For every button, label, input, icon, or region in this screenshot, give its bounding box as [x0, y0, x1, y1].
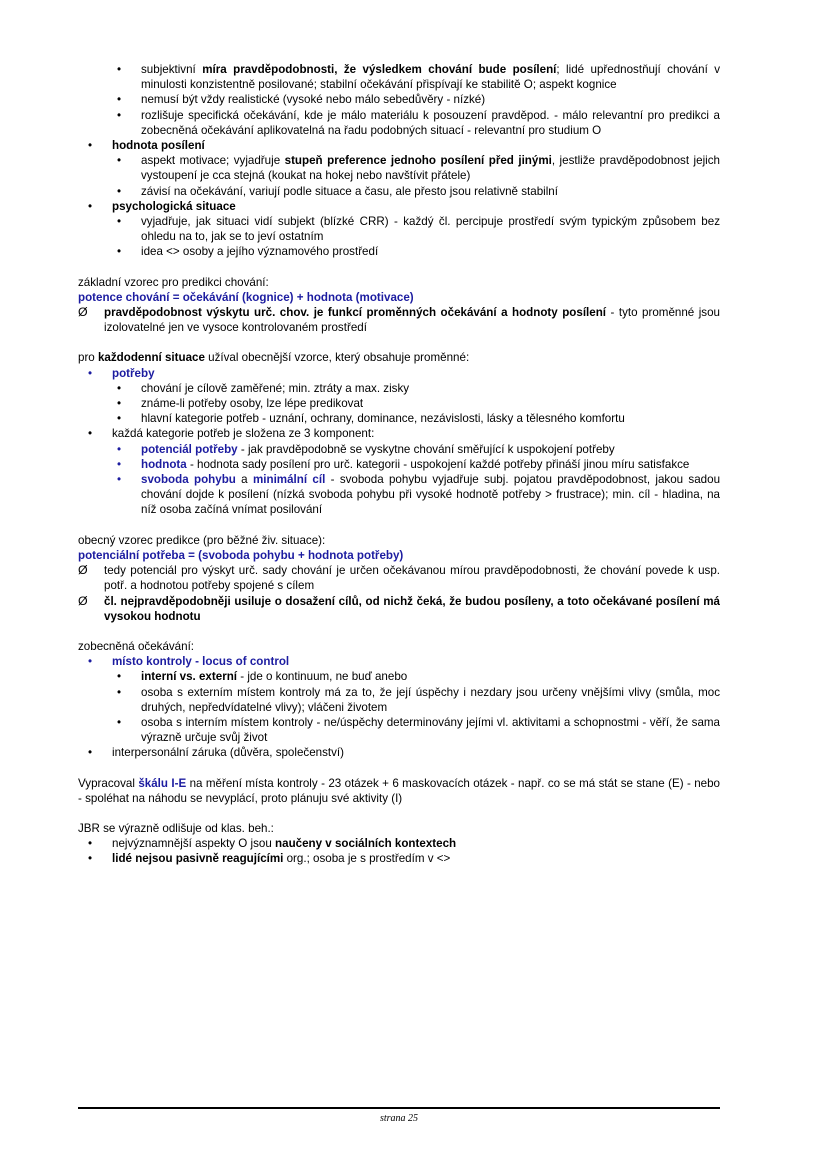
list-item	[78, 851, 720, 866]
paragraph-everyday-situations: pro každodenní situace užíval obecnější vzorce, který obsahuje proměnné:	[78, 351, 470, 365]
bullet-dot-icon: •	[117, 245, 122, 259]
bullet-dot-icon: •	[117, 457, 122, 471]
list-item	[78, 715, 720, 745]
list-components-heading	[78, 426, 720, 441]
list-item-text: idea <> osoby a jejího významového prostředí	[141, 245, 379, 259]
list-item	[78, 214, 720, 244]
bullet-dot-icon: •	[117, 715, 122, 729]
section-heading-text: hodnota posílení	[112, 139, 205, 153]
list-item-text: aspekt motivace; vyjadřuje stupeň preference jednoho posílení před jinými, jestliže pravděpodobnost jejich vystoupení je cca stejná (koukat na hokej nebo navštívit přátele)	[141, 154, 720, 183]
list-item	[78, 654, 720, 669]
list-item	[78, 669, 720, 684]
formula-behavior-potential: potence chování = očekávání (kognice) + hodnota (motivace)	[78, 290, 414, 304]
list-item	[78, 457, 720, 472]
list-item	[78, 366, 720, 381]
bullet-dot-icon: •	[88, 746, 93, 760]
page-number-label: strana 25	[379, 1113, 419, 1124]
list-item	[78, 244, 720, 259]
list-item-text: interní vs. externí - jde o kontinuum, ne buď anebo	[141, 670, 408, 684]
bullet-dot-icon: •	[117, 685, 122, 699]
list-item-text: subjektivní míra pravděpodobnosti, že výsledkem chování bude posílení; lidé upřednostňují chování v minulosti konzistentně posilované; stabilní očekávání přispívají ke stabilitě O; aspekt kognice	[141, 63, 721, 92]
bullet-dot-icon: •	[117, 215, 122, 229]
list-item	[78, 138, 720, 153]
list-psych-situation-heading	[78, 199, 720, 214]
bullet-dot-icon: •	[117, 412, 122, 426]
bullet-dot-icon: •	[117, 442, 122, 456]
list-item	[78, 745, 720, 760]
list-item	[78, 411, 720, 426]
list-item-text: nejvýznamnější aspekty O jsou naučeny v sociálních kontextech	[112, 837, 457, 851]
list-locus-of-control-heading	[78, 654, 720, 669]
spacer	[78, 335, 720, 350]
list-item-text: chování je cílově zaměřené; min. ztráty a max. zisky	[141, 381, 410, 395]
list-item-text: hodnota - hodnota sady posílení pro urč. kategorii - uspokojení každé potřeby přináší jinou míru satisfakce	[141, 457, 690, 471]
bullet-dot-icon: •	[117, 670, 122, 684]
section-heading-text: každá kategorie potřeb je složena ze 3 komponent:	[112, 427, 375, 441]
list-item-text: hlavní kategorie potřeb - uznání, ochrany, dominance, nezávislosti, lásky a tělesného komfortu	[141, 412, 625, 426]
bullet-dot-icon: •	[88, 837, 93, 851]
arrow-marker-icon: Ø	[78, 305, 88, 320]
bullet-dot-icon: •	[88, 366, 93, 380]
bullet-dot-icon: •	[88, 139, 93, 153]
list-item	[78, 381, 720, 396]
list-item	[78, 184, 720, 199]
list-item-text: tedy potenciál pro výskyt urč. sady chování je určen očekávanou mírou pravděpodobnosti, že chování povede k usp. potř. a hodnotou potřeby spojené s cílem	[104, 564, 720, 593]
section-heading-text: potřeby	[112, 366, 155, 380]
list-reinforcement-value-heading	[78, 138, 720, 153]
list-item-text: závisí na očekávání, variují podle situace a času, ale přesto jsou relativně stabilní	[141, 184, 558, 198]
list-jbr-differences	[78, 836, 720, 866]
list-item-text: osoba s externím místem kontroly má za to, že její úspěchy i nezdary jsou určeny vnějšími vlivy (smůla, moc druhých, nepředvídatelné vlivy); vláčeni životem	[141, 685, 720, 714]
spacer	[78, 806, 720, 821]
bullet-dot-icon: •	[117, 473, 122, 487]
list-needs-heading	[78, 366, 720, 381]
spacer	[78, 761, 720, 776]
document-page	[78, 0, 720, 1170]
bullet-dot-icon: •	[117, 184, 122, 198]
list-item	[78, 836, 720, 851]
paragraph-ie-scale: Vypracoval škálu I-E na měření místa kontroly - 23 otázek + 6 maskovacích otázek - např. co se má stát se stane (E) - nebo - spoléhat na náhodu se nevyplácí, proto plánuju své aktivity (I)	[78, 776, 720, 805]
bullet-dot-icon: •	[117, 154, 122, 168]
bullet-dot-icon: •	[88, 427, 93, 441]
section-heading-text: psychologická situace	[112, 199, 236, 213]
formula-need-potential: potenciální potřeba = (svoboda pohybu + hodnota potřeby)	[78, 548, 404, 562]
list-item	[78, 685, 720, 715]
list-item	[78, 563, 720, 593]
bullet-dot-icon: •	[117, 397, 122, 411]
list-item	[78, 396, 720, 411]
page-footer	[78, 1107, 720, 1124]
list-item-text: nemusí být vždy realistické (vysoké nebo málo sebedůvěry - nízké)	[141, 93, 486, 107]
list-item-text: známe-li potřeby osoby, lze lépe predikovat	[141, 397, 364, 411]
spacer	[78, 518, 720, 533]
paragraph-jbr-intro: JBR se výrazně odlišuje od klas. beh.:	[78, 821, 274, 835]
bullet-dot-icon: •	[88, 852, 93, 866]
list-item	[78, 108, 720, 138]
bullet-dot-icon: •	[88, 655, 93, 669]
spacer	[78, 260, 720, 275]
list-item-text: svoboda pohybu a minimální cíl - svoboda pohybu vyjadřuje subj. pojatou pravděpodobnost, jakou sadou chování dojde k posílení (nízká svoboda pohybu při vysoké hodnotě potřeby > frustrace); min. cíl - hladina, na níž osoba začíná vnímat posilování	[141, 473, 721, 517]
list-item-text: čl. nejpravděpodobněji usiluje o dosažení cílů, od nichž čeká, že budou posíleny, a toto očekávané posílení má vysokou hodnotu	[104, 594, 720, 623]
list-psych-situation-details	[78, 214, 720, 260]
list-item-text: potenciál potřeby - jak pravděpodobně se vyskytne chování směřující k uspokojení potřeby	[141, 442, 615, 456]
list-general-formula-notes	[78, 563, 720, 624]
list-reinforcement-value-details	[78, 153, 720, 199]
list-item	[78, 594, 720, 624]
paragraph-general-formula-intro: obecný vzorec predikce (pro běžné živ. situace):	[78, 533, 326, 547]
bullet-dot-icon: •	[117, 381, 122, 395]
list-item	[78, 153, 720, 183]
list-interpersonal-trust	[78, 745, 720, 760]
bullet-dot-icon: •	[117, 108, 122, 122]
list-expectancy-details	[78, 62, 720, 138]
arrow-marker-icon: Ø	[78, 563, 88, 578]
list-needs-details	[78, 381, 720, 427]
list-locus-of-control-details	[78, 669, 720, 745]
list-item-text: lidé nejsou pasivně reagujícími org.; osoba je s prostředím v <>	[112, 852, 451, 866]
paragraph-generalized-expectancies: zobecněná očekávání:	[78, 639, 195, 653]
list-item-text: rozlišuje specifická očekávání, kde je málo materiálu k posouzení pravděpod. - málo relevantní pro predikci a zobecněná očekávání aplikovatelná na řadu podobných situací - relevantní pro studium O	[141, 108, 720, 137]
list-probability-note	[78, 305, 720, 335]
list-item	[78, 472, 720, 518]
arrow-marker-icon: Ø	[78, 593, 88, 608]
list-item	[78, 426, 720, 441]
list-item	[78, 305, 720, 335]
list-item	[78, 199, 720, 214]
list-item-text: interpersonální záruka (důvěra, společenství)	[112, 746, 344, 760]
list-item	[78, 62, 720, 92]
list-item	[78, 92, 720, 107]
list-item-text: osoba s interním místem kontroly - ne/úspěchy determinovány jejími vl. aktivitami a schopnostmi - věří, že sama výrazně určuje svůj život	[141, 715, 720, 745]
paragraph-basic-formula-intro: základní vzorec pro predikci chování:	[78, 275, 269, 289]
bullet-dot-icon: •	[88, 199, 93, 213]
list-item-text: vyjadřuje, jak situaci vidí subjekt (blízké CRR) - každý čl. percipuje prostředí svým typickým způsobem bez ohledu na to, jak se to jeví ostatním	[141, 215, 720, 244]
document-body	[78, 0, 720, 867]
bullet-dot-icon: •	[117, 93, 122, 107]
list-item-text: pravděpodobnost výskytu urč. chov. je funkcí proměnných očekávání a hodnoty posílení - tyto proměnné jsou izolovatelné jen ve vysoce kontrolovaném prostředí	[104, 306, 720, 335]
bullet-dot-icon: •	[117, 63, 122, 76]
list-item	[78, 442, 720, 457]
spacer	[78, 624, 720, 639]
section-heading-text: místo kontroly - locus of control	[112, 655, 290, 669]
list-components-details	[78, 442, 720, 518]
